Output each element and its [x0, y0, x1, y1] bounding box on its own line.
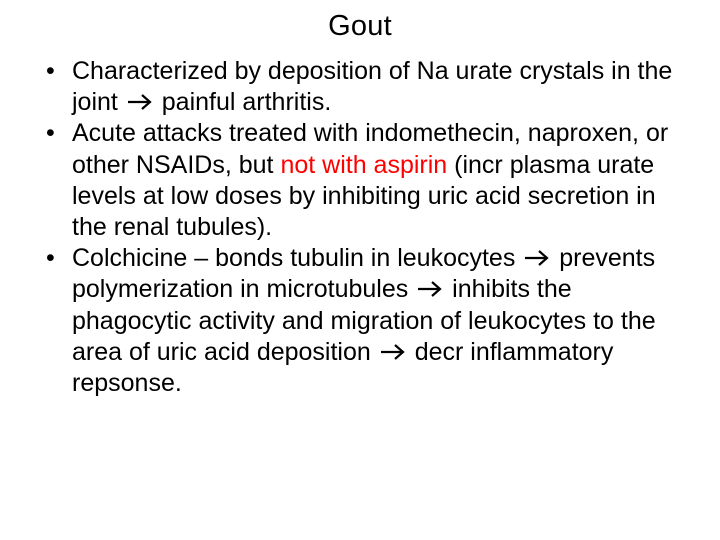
- bullet-item: [46, 56, 686, 118]
- bullet-text: Acute attacks treated with indomethecin, naproxen, or other NSAIDs, but: [72, 119, 669, 179]
- bullet-text: decr inflammatory repsonse.: [72, 337, 614, 398]
- bullet-text: Colchicine – bonds tubulin in leukocytes: [72, 244, 523, 273]
- right-arrow-icon: [380, 343, 406, 361]
- bullet-dot: •: [46, 119, 55, 148]
- bullet-text: (incr plasma urate levels at low doses by inhibiting uric acid secretion in the renal tubules).: [72, 150, 656, 242]
- emphasis-text: not with aspirin: [280, 150, 448, 179]
- bullet-text: inhibits the phagocytic activity and migration of leukocytes to the area of uric acid deposition: [72, 275, 656, 366]
- bullet-text: Characterized by deposition of Na urate crystals in the joint: [72, 57, 673, 117]
- bullet-text: prevents polymerization in microtubules: [72, 244, 656, 304]
- right-arrow-icon: [524, 249, 550, 267]
- bullet-dot: •: [46, 244, 55, 273]
- bullet-text: painful arthritis.: [154, 88, 332, 117]
- right-arrow-icon: [417, 280, 443, 298]
- bullet-list: [46, 56, 686, 399]
- bullet-item: [46, 118, 686, 243]
- bullet-dot: •: [46, 57, 55, 85]
- right-arrow-icon: [127, 93, 153, 111]
- slide-title: Gout: [328, 10, 392, 42]
- bullet-item: [46, 243, 686, 399]
